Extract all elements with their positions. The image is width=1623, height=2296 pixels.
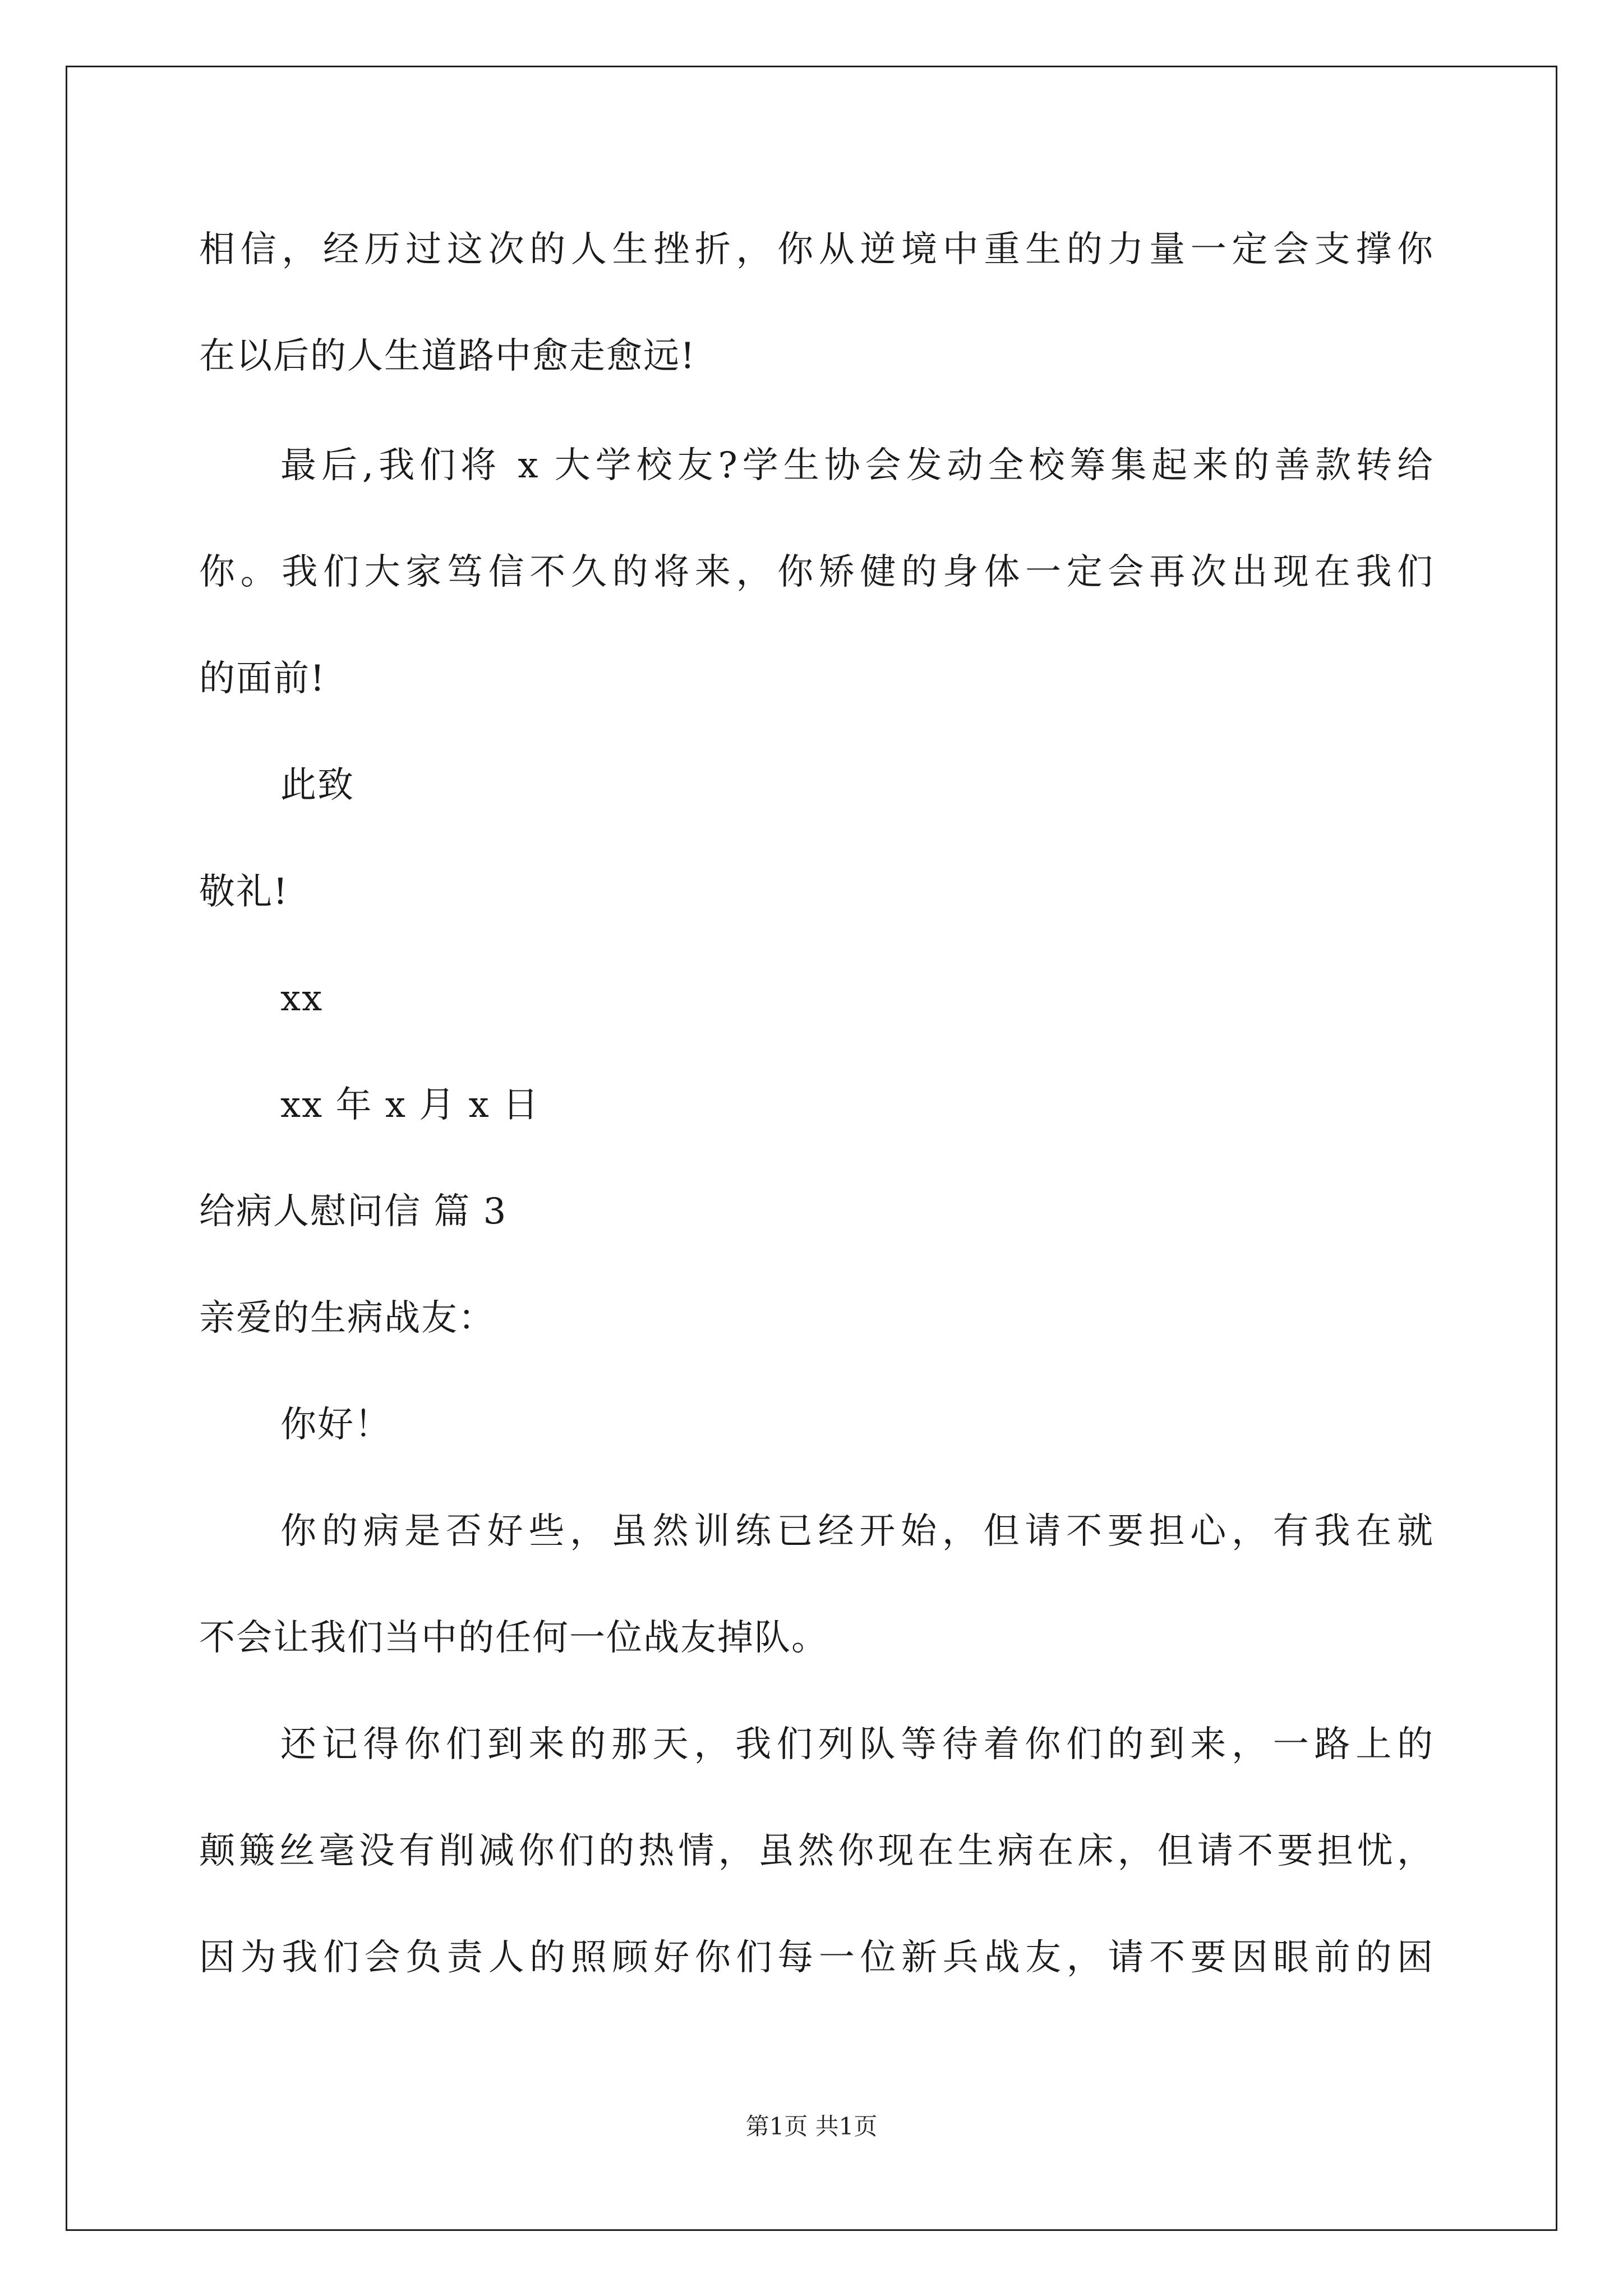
paragraph-line: 相信，经历过这次的人生挫折，你从逆境中重生的力量一定会支撑你 [199,229,1433,270]
letter-greeting: 亲爱的生病战友： [199,1297,495,1339]
signature-name: xx [280,978,324,1019]
signature-date: xx 年 x 月 x 日 [280,1084,540,1126]
closing-regards: 敬礼! [199,871,289,913]
letter-hello: 你好！ [280,1404,391,1446]
paragraph-line: 的面前! [199,658,326,700]
paragraph-line: 还记得你们到来的那天，我们列队等待着你们的到来，一路上的 [280,1724,1433,1765]
closing-salutation: 此致 [280,765,354,806]
page-number-footer: 第1页 共1页 [745,2113,878,2140]
paragraph-line: 你的病是否好些，虽然训练已经开始，但请不要担心，有我在就 [280,1511,1433,1552]
page-frame [66,66,1557,2231]
paragraph-line: 你。我们大家笃信不久的将来，你矫健的身体一定会再次出现在我们 [199,551,1433,593]
paragraph-line: 因为我们会负责人的照顾好你们每一位新兵战友，请不要因眼前的困 [199,1937,1433,1978]
paragraph-line: 最后,我们将 x 大学校友?学生协会发动全校筹集起来的善款转给 [280,445,1433,486]
paragraph-line: 不会让我们当中的任何一位战友掉队。 [199,1617,828,1659]
paragraph-line: 在以后的人生道路中愈走愈远! [199,335,696,377]
section-heading: 给病人慰问信 篇 3 [199,1191,508,1232]
paragraph-line: 颠簸丝毫没有削减你们的热情，虽然你现在生病在床，但请不要担忧， [199,1830,1433,1872]
